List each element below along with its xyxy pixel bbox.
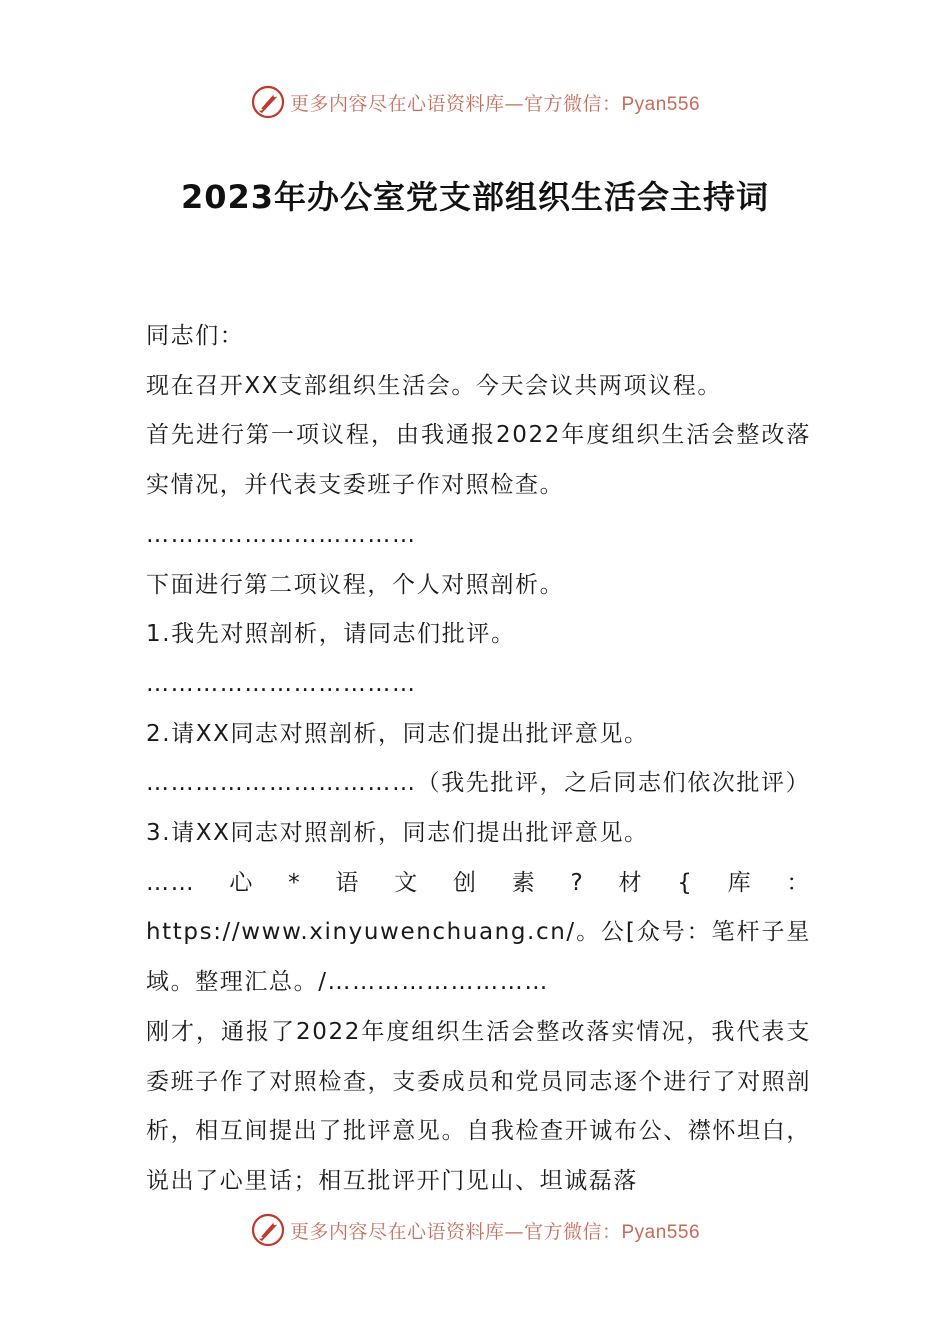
banner-text: 更多内容尽在心语资料库—官方微信： <box>289 1220 622 1243</box>
paragraph: …………………………… <box>146 670 417 697</box>
header-banner <box>0 80 950 124</box>
paragraph: 1.我先对照剖析，请同志们批评。 <box>146 621 516 648</box>
paragraph: 刚才，通报了2022年度组织生活会整改落实情况，我代表支委班子作了对照检查，支委成员和党员同志逐个进行了对照剖析，相互间提出了批评意见。自我检查开诚布公、襟怀坦白，说出了心里话；相互批评开门见山、坦诚磊落 <box>146 1018 811 1194</box>
document-body <box>146 312 811 1207</box>
paragraph: 3.请XX同志对照剖析，同志们提出批评意见。 <box>146 820 649 847</box>
paragraph: 首先进行第一项议程，由我通报2022年度组织生活会整改落实情况，并代表支委班子作对照检查。 <box>146 422 811 499</box>
banner-text: 更多内容尽在心语资料库—官方微信： <box>289 92 622 115</box>
wechat-id: Pyan556 <box>621 1221 701 1243</box>
pen-logo-icon <box>250 1212 286 1248</box>
document-title: 2023年办公室党支部组织生活会主持词 <box>180 178 770 216</box>
paragraph: 下面进行第二项议程，个人对照剖析。 <box>146 571 565 598</box>
wechat-id: Pyan556 <box>621 93 701 115</box>
paragraph: 现在召开XX支部组织生活会。今天会议共两项议程。 <box>146 372 722 399</box>
paragraph: ……………………………（我先批评，之后同志们依次批评） <box>146 770 811 797</box>
paragraph: ……心*语文创素?材{库：https://www.xinyuwenchuang.cn/。公[众号：笔杆子星域。整理汇总。/……………………… <box>146 869 811 996</box>
paragraph: 2.请XX同志对照剖析，同志们提出批评意见。 <box>146 720 649 747</box>
pen-logo-icon <box>250 84 286 120</box>
paragraph: …………………………… <box>146 521 417 548</box>
footer-banner <box>0 1208 950 1252</box>
paragraph: 同志们： <box>146 323 245 349</box>
